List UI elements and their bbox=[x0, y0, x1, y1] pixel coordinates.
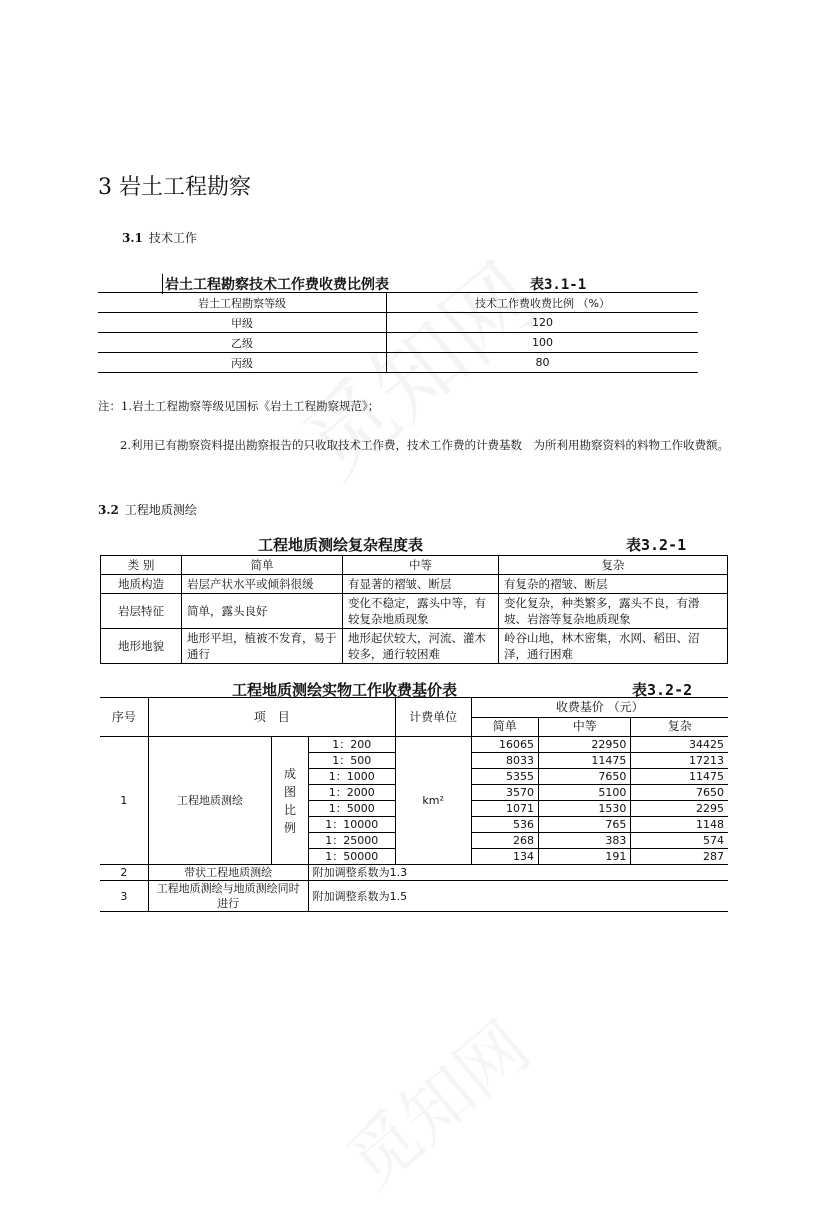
table-cell: 岩层特征 bbox=[101, 594, 182, 629]
subsection-number: 3.1 bbox=[122, 231, 143, 245]
table-cell: 287 bbox=[631, 849, 728, 865]
table-header-row bbox=[100, 698, 728, 718]
table-title: 岩土工程勘察技术工作费收费比例表 bbox=[162, 274, 595, 294]
header-cell: 岩土工程勘察等级 bbox=[98, 293, 387, 313]
table-cell: 268 bbox=[471, 833, 538, 849]
subsection-title: 技术工作 bbox=[148, 231, 197, 245]
subsection-heading-3-1 bbox=[122, 229, 197, 246]
table-cell: 5355 bbox=[471, 769, 538, 785]
header-cell: 中等 bbox=[343, 556, 499, 575]
table-cell: 120 bbox=[387, 313, 699, 333]
table-cell: 变化不稳定，露头中等，有较复杂地质现象 bbox=[343, 594, 499, 629]
table-cell: 3570 bbox=[471, 785, 538, 801]
table-cell: 536 bbox=[471, 817, 538, 833]
table-cell: 带状工程地质测绘 bbox=[148, 865, 308, 881]
table-cell: 工程地质测绘 bbox=[148, 737, 272, 865]
fee-ratio-table bbox=[98, 292, 698, 373]
table-cell: 简单，露头良好 bbox=[182, 594, 343, 629]
table-title: 工程地质测绘实物工作收费基价表 bbox=[232, 681, 458, 699]
table-cell: 变化复杂，种类繁多，露头不良，有滑坡、岩溶等复杂地质现象 bbox=[499, 594, 728, 629]
table-cell: 1148 bbox=[631, 817, 728, 833]
table-cell: 191 bbox=[539, 849, 631, 865]
subsection-number: 3.2 bbox=[98, 503, 119, 517]
table-cell: 383 bbox=[539, 833, 631, 849]
table-cell: 11475 bbox=[631, 769, 728, 785]
table-title: 工程地质测绘复杂程度表 bbox=[258, 536, 424, 554]
table-cell: 1：500 bbox=[308, 753, 395, 769]
table-cell: 7650 bbox=[631, 785, 728, 801]
table-row bbox=[101, 629, 728, 664]
table-cell: 1：200 bbox=[308, 737, 395, 753]
table-number: 表3.2-1 bbox=[626, 536, 687, 554]
header-cell: 复杂 bbox=[499, 556, 728, 575]
table-row bbox=[101, 575, 728, 594]
table-cell: km² bbox=[395, 737, 471, 865]
table-cell: 2295 bbox=[631, 801, 728, 817]
table-cell: 1 bbox=[100, 737, 148, 865]
header-cell: 技术工作费收费比例 （%） bbox=[387, 293, 699, 313]
table-cell: 工程地质测绘与地质测绘同时进行 bbox=[148, 881, 308, 912]
table-cell: 2 bbox=[100, 865, 148, 881]
subsection-heading-3-2 bbox=[98, 501, 197, 518]
table-cell: 1：10000 bbox=[308, 817, 395, 833]
table-cell: 乙级 bbox=[98, 333, 387, 353]
table-cell: 甲级 bbox=[98, 313, 387, 333]
table-cell: 134 bbox=[471, 849, 538, 865]
table-header-row bbox=[101, 556, 728, 575]
section-title: 3 岩土工程勘察 bbox=[98, 175, 251, 200]
complexity-table bbox=[100, 555, 728, 664]
table-cell: 地形起伏较大，河流、灌木较多，通行较困难 bbox=[343, 629, 499, 664]
table-number: 表3.1-1 bbox=[530, 277, 587, 293]
table-cell: 丙级 bbox=[98, 353, 387, 373]
table-cell: 1：25000 bbox=[308, 833, 395, 849]
header-cell: 计费单位 bbox=[395, 698, 471, 737]
table-cell: 1071 bbox=[471, 801, 538, 817]
table-cell: 1：2000 bbox=[308, 785, 395, 801]
table-cell: 地质构造 bbox=[101, 575, 182, 594]
table-row bbox=[100, 737, 728, 753]
header-cell: 复杂 bbox=[631, 717, 728, 737]
table-cell: 5100 bbox=[539, 785, 631, 801]
table-row bbox=[101, 594, 728, 629]
table-cell: 附加调整系数为1.5 bbox=[308, 881, 728, 912]
table-cell: 1：1000 bbox=[308, 769, 395, 785]
scale-label: 成 图 比 例 bbox=[283, 766, 296, 835]
table-cell: 岭谷山地，林木密集，水网、稻田、沼泽，通行困难 bbox=[499, 629, 728, 664]
watermark bbox=[322, 994, 548, 1206]
table-cell: 765 bbox=[539, 817, 631, 833]
table-cell: 574 bbox=[631, 833, 728, 849]
header-cell: 中等 bbox=[539, 717, 631, 737]
note-1: 注：1.岩土工程勘察等级见国标《岩土工程勘察规范》； bbox=[98, 399, 380, 413]
table-cell: 8033 bbox=[471, 753, 538, 769]
table-cell: 有复杂的褶皱、断层 bbox=[499, 575, 728, 594]
header-cell: 项 目 bbox=[148, 698, 395, 737]
table-cell: 1530 bbox=[539, 801, 631, 817]
header-cell: 收费基价 （元） bbox=[471, 698, 728, 718]
header-cell: 类 别 bbox=[101, 556, 182, 575]
table-cell: 地形地貌 bbox=[101, 629, 182, 664]
header-cell: 简单 bbox=[471, 717, 538, 737]
table-cell: 80 bbox=[387, 353, 699, 373]
header-cell: 简单 bbox=[182, 556, 343, 575]
table-cell: 1：50000 bbox=[308, 849, 395, 865]
table-cell: 11475 bbox=[539, 753, 631, 769]
table-row bbox=[98, 313, 698, 333]
table-row bbox=[100, 865, 728, 881]
table-cell: 100 bbox=[387, 333, 699, 353]
table-cell: 7650 bbox=[539, 769, 631, 785]
table-cell: 3 bbox=[100, 881, 148, 912]
note-2: 2.利用已有勘察资料提出勘察报告的只收取技术工作费，技术工作费的计费基数 为所利用勘察资料的料物工作收费额。 bbox=[120, 438, 729, 452]
table-cell: 有显著的褶皱、断层 bbox=[343, 575, 499, 594]
table-row bbox=[98, 353, 698, 373]
table-cell: 34425 bbox=[631, 737, 728, 753]
table-cell: 22950 bbox=[539, 737, 631, 753]
base-price-table bbox=[100, 697, 728, 912]
scale-label-cell bbox=[272, 737, 308, 865]
table-cell: 附加调整系数为1.3 bbox=[308, 865, 728, 881]
table-number: 表3.2-2 bbox=[632, 681, 693, 699]
subsection-title: 工程地质测绘 bbox=[124, 503, 197, 517]
table-header-row bbox=[98, 293, 698, 313]
table-cell: 16065 bbox=[471, 737, 538, 753]
table-row bbox=[98, 333, 698, 353]
table-cell: 17213 bbox=[631, 753, 728, 769]
table-cell: 地形平坦，植被不发育，易于通行 bbox=[182, 629, 343, 664]
table-row bbox=[100, 881, 728, 912]
table-cell: 岩层产状水平或倾斜很缓 bbox=[182, 575, 343, 594]
table-cell: 1：5000 bbox=[308, 801, 395, 817]
header-cell: 序号 bbox=[100, 698, 148, 737]
